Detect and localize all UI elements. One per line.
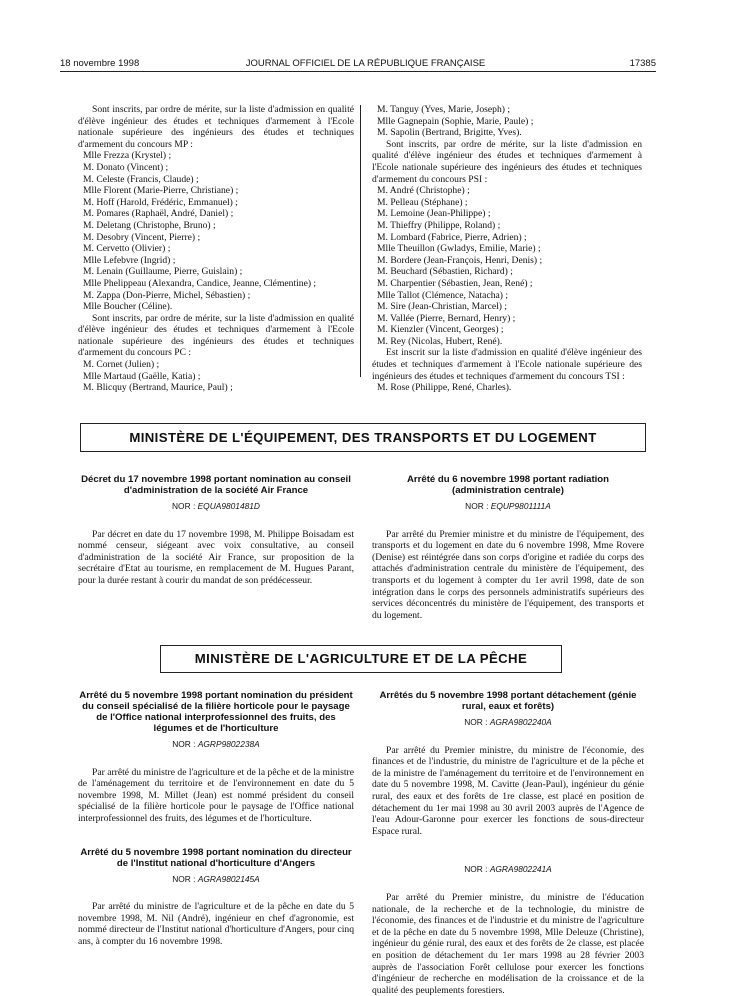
list-item: Mlle Florent (Marie-Pierre, Christiane) ; [83,185,239,197]
list-item: M. Pelleau (Stéphane) ; [377,196,468,208]
list-item: Mlle Theuillon (Gwladys, Emilie, Marie) ; [377,243,541,255]
list-item: M. Lemoine (Jean-Philippe) ; [377,208,491,220]
nor-label: NOR : [172,873,196,884]
article-body: Par arrêté du ministre de l'agriculture et de la pêche et de la ministre de l'aménagement du territoire et de l'environnement en date du 5 novembre 1998, M. Millet (Jean) est nommé président du conseil spécialisé de la filière horticole pour le paysage de l'Office national interprofessionnel des fruits, des légumes et de l'horticulture. [78,766,354,824]
list-pc [78,359,354,394]
nor-reference [78,874,354,886]
list-item: M. Desobry (Vincent, Pierre) ; [83,231,201,243]
article-title: Arrêté du 6 novembre 1998 portant radiation (administration centrale) [406,474,610,496]
list-item: M. Hoff (Harold, Frédéric, Emmanuel) ; [83,196,238,208]
journal-title: JOURNAL OFFICIEL DE LA RÉPUBLIQUE FRANÇAISE [245,58,486,69]
list-item: M. Charpentier (Sébastien, Jean, René) ; [377,277,533,289]
article-body: Par arrêté du Premier ministre et du ministre de l'équipement, des transports et du logement en date du 6 novembre 1998, Mme Rovere (Denise) est réintégrée dans son corps d'origine et radiée du corps des attachés d'administration centrale du ministère de l'équipement, des transports et du logement à compter du 1er avril 1998, date de son intégration dans le corps des personnels administratifs supérieurs des services déconcentrés du ministère de l'équipement, des transports et du logement. [372,528,644,621]
page-date: 18 novembre 1998 [60,58,140,69]
nor-label: NOR : [464,864,488,875]
list-item: M. Cervetto (Olivier) ; [83,243,171,255]
list-item: M. Vallée (Pierre, Bernard, Henry) ; [377,312,516,324]
list-item: Mlle Tallot (Clémence, Natacha) ; [377,289,509,301]
list-item: M. Sire (Jean-Christian, Marcel) ; [377,301,508,313]
list-item: Mlle Phelippeau (Alexandra, Candice, Jeanne, Clémentine) ; [83,277,317,289]
list-item: Mlle Lefebvre (Ingrid) ; [83,254,176,266]
list-item: M. Kienzler (Vincent, Georges) ; [377,324,504,336]
nor-code: AGRA9802145A [197,873,260,884]
list-item: Mlle Frezza (Krystel) ; [83,150,172,162]
list-item: M. Rey (Nicolas, Hubert, René). [377,335,503,347]
list-item: M. Celeste (Francis, Claude) ; [83,173,199,185]
nor-code: EQUA9801481D [197,501,260,511]
intro-psi: Sont inscrits, par ordre de mérite, sur la liste d'admission en qualité d'élève ingénieur des études et techniques d'armement à l'Ecole nationale supérieure des ingénieurs des études et techniques d'armement du concours PSI : [372,138,642,185]
nor-label: NOR : [464,717,488,727]
intro-tsi: Est inscrit sur la liste d'admission en qualité d'élève ingénieur des études et techniques d'armement à l'Ecole nationale supérieure des ingénieurs des études et techniques d'armement du concours TSI : [372,347,642,382]
list-item: Mlle Gagnepain (Sophie, Marie, Paule) ; [377,115,534,127]
list-item: M. Donato (Vincent) ; [83,161,169,173]
nor-label: NOR : [172,501,196,511]
list-item: Mlle Martaud (Gaëlle, Katia) ; [83,370,201,382]
ministry-banner-agriculture: MINISTÈRE DE L'AGRICULTURE ET DE LA PÊCHE [160,645,562,673]
list-item: M. Tanguy (Yves, Marie, Joseph) ; [377,104,511,115]
article-title: Arrêtés du 5 novembre 1998 portant détachement (génie rural, eaux et forêts) [379,690,637,712]
list-mp [78,150,354,312]
list-item: M. Thieffry (Philippe, Roland) ; [377,219,501,231]
article-body: Par arrêté du ministre de l'agriculture et de la pêche en date du 5 novembre 1998, M. Nil (André), ingénieur en chef d'agronomie, est nommé directeur de l'Institut national d'horticulture d'Angers, pour cinq ans, à compter du 16 novembre 1998. [78,901,354,947]
arrete-directeur [78,847,354,948]
list-pc-continued [372,104,642,139]
ministry-banner-equipement: MINISTÈRE DE L'ÉQUIPEMENT, DES TRANSPORTS ET DU LOGEMENT [80,423,646,452]
nor-reference [372,717,644,729]
list-item: M. Zappa (Don-Pierre, Michel, Sébastien) ; [83,289,251,301]
nor-label: NOR : [465,501,489,511]
arrete-radiation [372,474,644,621]
header-rule [60,71,656,72]
article-title: Décret du 17 novembre 1998 portant nomination au conseil d'administration de la société Air France [81,474,351,496]
list-item: M. Lenain (Guillaume, Pierre, Guislain) ; [83,266,243,278]
top-left-column [78,104,354,394]
nor-reference [372,501,644,513]
article-body: Par décret en date du 17 novembre 1998, M. Philippe Boisadam est nommé censeur, siégeant avec voix consultative, au conseil d'administration de la société Air France, sur proposition de la secrétaire d'Etat au tourisme, en remplacement de M. Hugues Parant, pour la durée restant à courir du mandat de son prédécesseur. [78,528,354,586]
list-item: M. Pomares (Raphaël, André, Daniel) ; [83,208,234,220]
list-item: M. Blicquy (Bertrand, Maurice, Paul) ; [83,382,233,394]
list-item: M. André (Christophe) ; [377,185,470,197]
article-title: Arrêté du 5 novembre 1998 portant nomination du directeur de l'Institut national d'horticulture d'Angers [80,846,352,869]
intro-pc: Sont inscrits, par ordre de mérite, sur la liste d'admission en qualité d'élève ingénieur des études et techniques d'armement à l'Ecole nationale supérieure des ingénieurs des études et techniques d'armement du concours PC : [78,312,354,359]
article-body: Par arrêté du Premier ministre, du ministre de l'éducation nationale, de la recherche et de la technologie, du ministre de l'économie, des finances et de l'industrie et du ministre de l'agriculture et de la pêche en date du 5 novembre 1998, Mlle Deleuze (Christine), ingénieur du génie rural, des eaux et des forêts de 2e classe, est placée en position de détachement du 1er mars 1998 au 28 février 2003 auprès de l'association Forêt cellulose pour exercer les fonctions d'ingénieur de recherche en modélisation de la croissance et de la qualité des peuplements forestiers. [372,891,644,996]
arretes-detachement [372,690,644,996]
list-item: M. Rose (Philippe, René, Charles). [377,382,512,394]
arrete-president [78,690,354,825]
nor-code: AGRA9802241A [489,864,552,875]
list-item: Mlle Boucher (Céline). [83,301,173,313]
top-right-column [372,104,642,394]
column-rule [360,105,361,377]
list-item: M. Lombard (Fabrice, Pierre, Adrien) ; [377,231,527,243]
list-item: M. Beuchard (Sébastien, Richard) ; [377,266,513,278]
list-item: M. Sapolin (Bertrand, Brigitte, Yves). [377,127,522,139]
list-item: M. Bordere (Jean-François, Henri, Denis) ; [377,254,543,266]
nor-code: AGRA9802240A [489,717,552,727]
nor-reference [78,501,354,513]
intro-mp: Sont inscrits, par ordre de mérite, sur la liste d'admission en qualité d'élève ingénieur des études et techniques d'armement à l'Ecole nationale supérieure des ingénieurs des études et techniques d'armement du concours MP : [78,104,354,150]
nor-label: NOR : [172,739,196,749]
nor-reference [372,864,644,876]
page-number: 17385 [629,58,656,69]
nor-code: AGRP9802238A [197,739,260,749]
decret-air-france [78,474,354,587]
article-body: Par arrêté du Premier ministre, du ministre de l'économie, des finances et de l'industrie, du ministre de l'agriculture et de la pêche et de la ministre de l'aménagement du territoire et de l'environnement en date du 5 novembre 1998, M. Cavitte (Jean-Paul), ingénieur du génie rural, des eaux et des forêts de 1re classe, est placé en position de détachement du 1er mai 1998 au 30 avril 2003 auprès de l'Agence de l'eau Adour-Garonne pour exercer les fonctions de sous-directeur Espace rural. [372,744,644,837]
bottom-left-column [78,690,354,948]
list-psi [372,185,642,347]
article-title: Arrêté du 5 novembre 1998 portant nomination du président du conseil spécialisé de la filière horticole pour le paysage de l'Office national interprofessionnel des fruits, des légumes et de l'horticulture [79,690,353,734]
list-item: M. Cornet (Julien) ; [83,359,160,371]
nor-code: EQUP9801111A [490,501,551,511]
list-item: M. Deletang (Christophe, Bruno) ; [83,219,216,231]
nor-reference [78,739,354,751]
